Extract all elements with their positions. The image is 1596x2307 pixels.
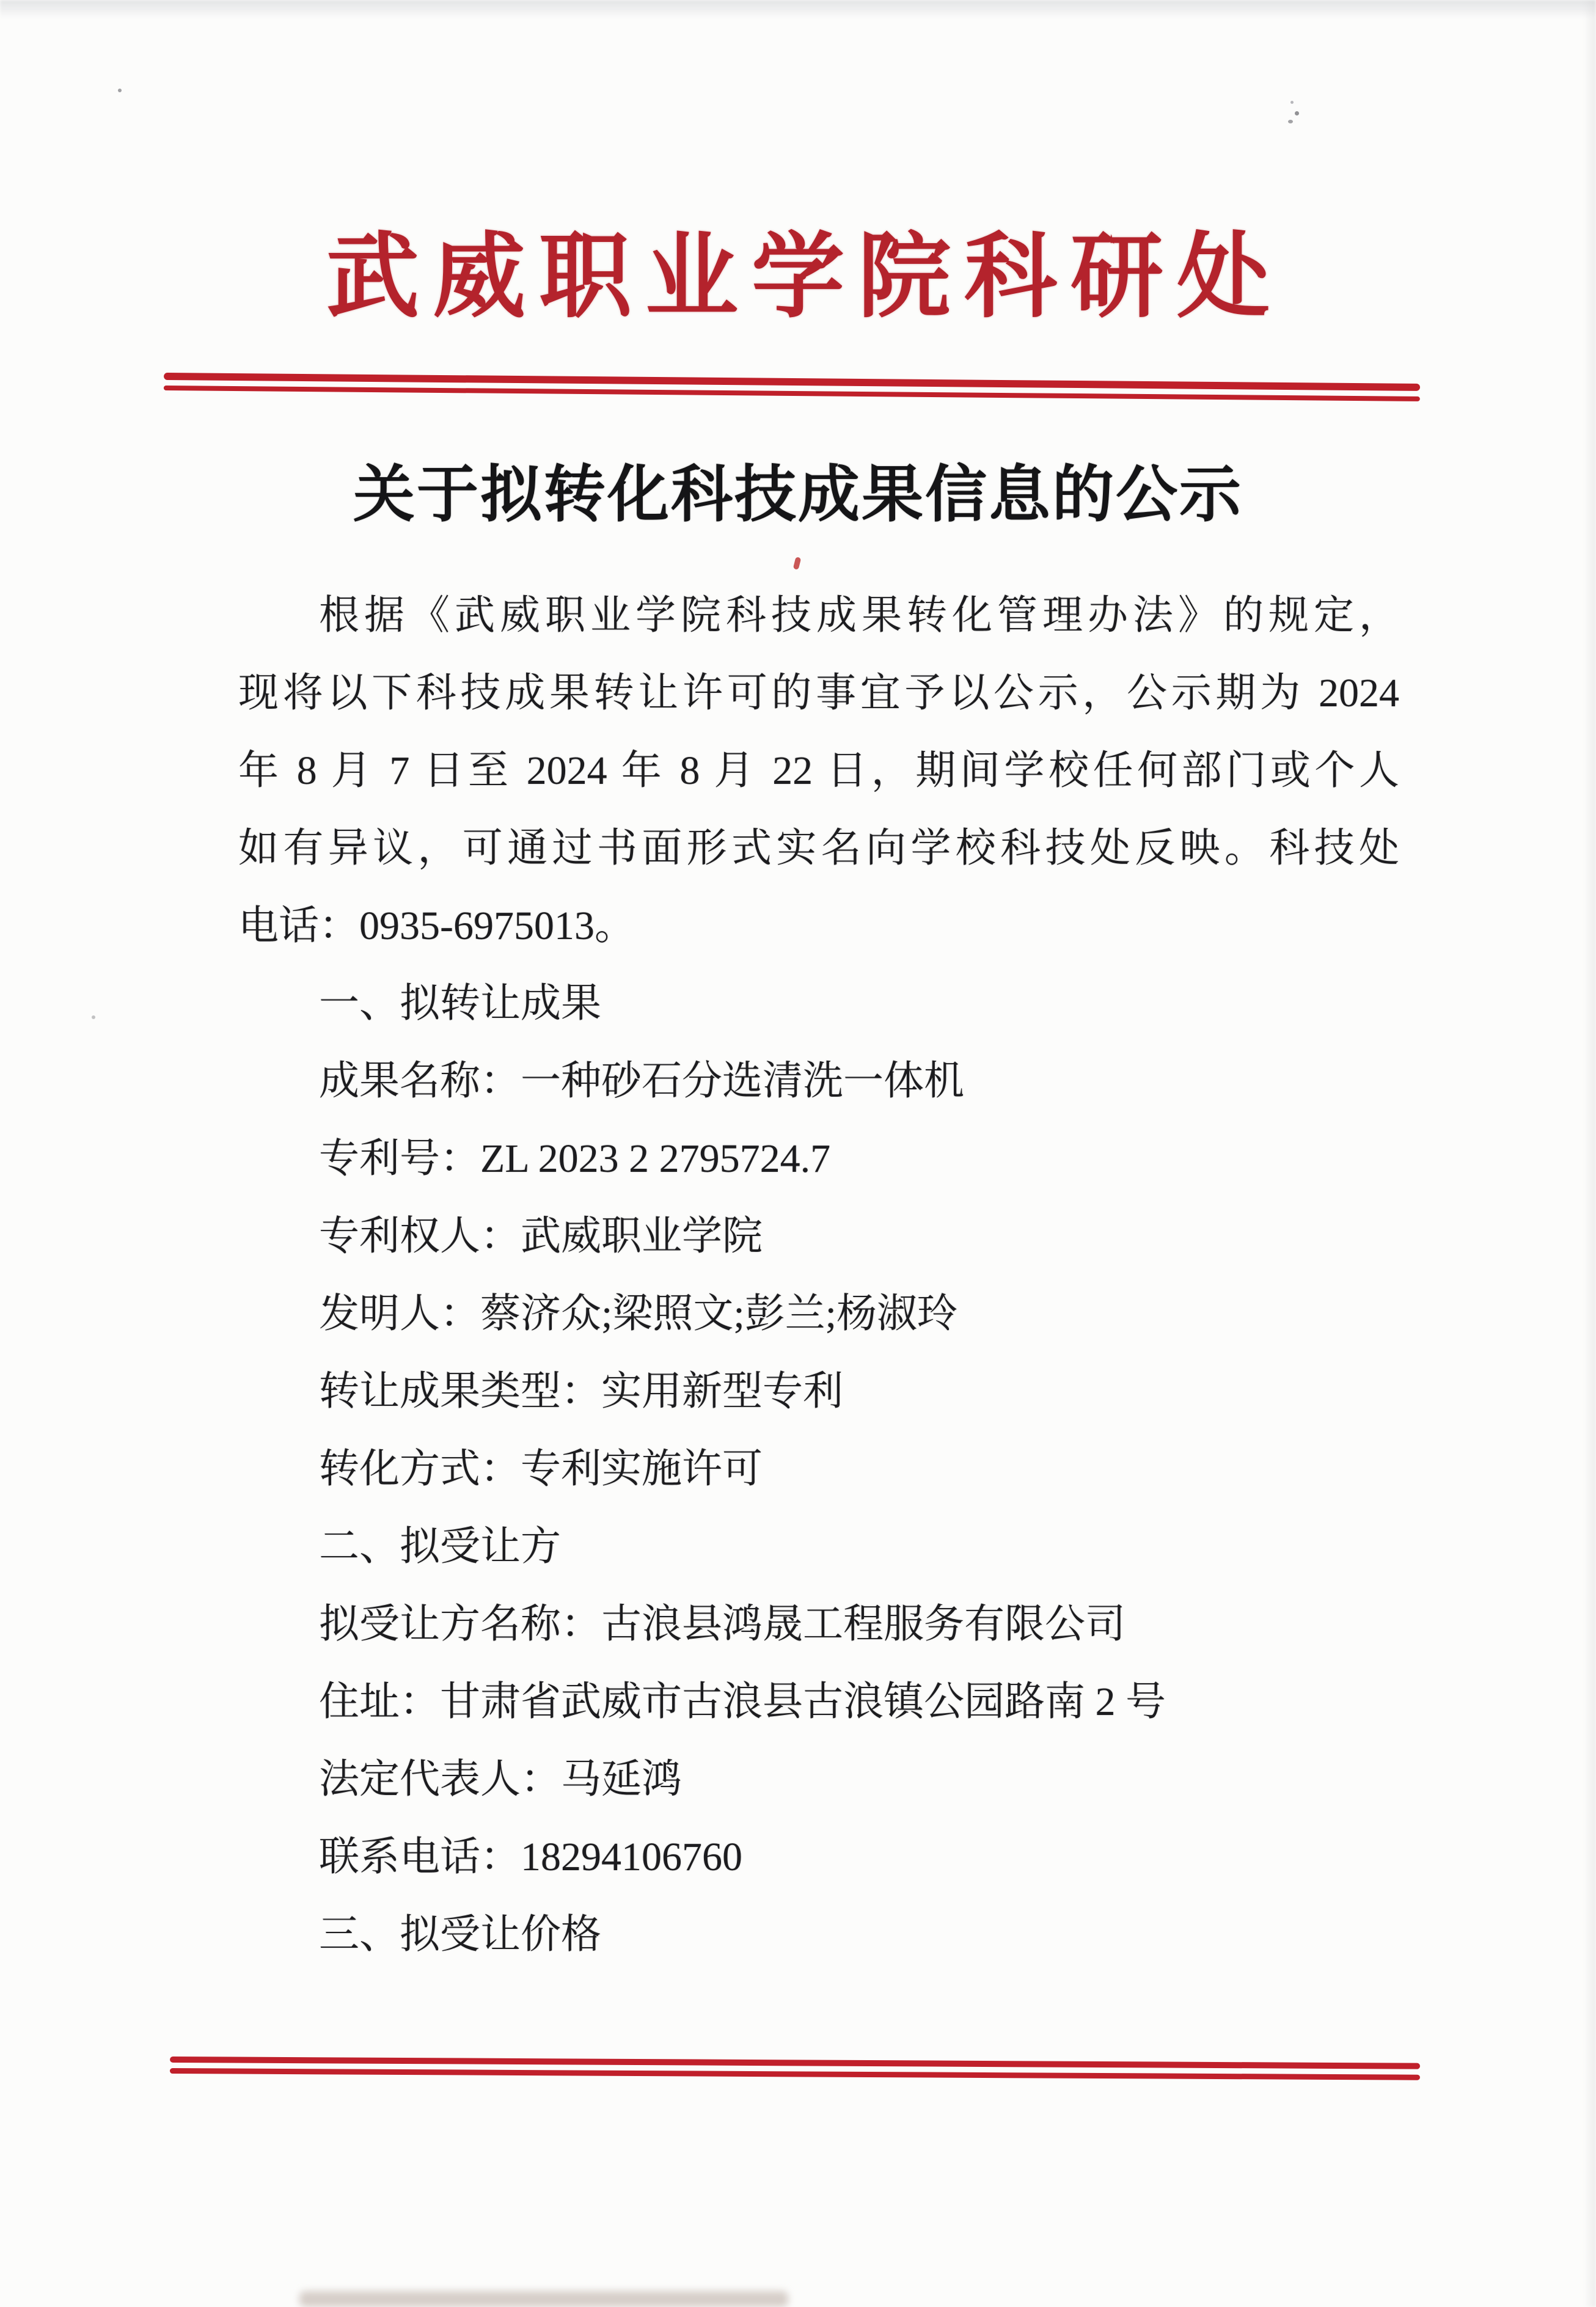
scan-speck — [1290, 101, 1294, 104]
scan-speck — [1295, 111, 1299, 115]
field-conversion-method: 转化方式：专利实施许可 — [319, 1447, 763, 1491]
intro-line-4: 如有异议，可通过书面形式实名向学校科技处反映。科技处 — [238, 826, 1399, 871]
section-3-heading: 三、拟受让价格 — [319, 1912, 601, 1957]
footer-double-rule — [170, 2057, 1420, 2080]
intro-line-2: 现将以下科技成果转让许可的事宜予以公示，公示期为 2024 — [238, 671, 1399, 715]
field-transferee-name: 拟受让方名称：古浪县鸿晟工程服务有限公司 — [319, 1602, 1126, 1647]
document-body — [238, 577, 1399, 1973]
scan-noise-top-edge — [0, 0, 1596, 18]
field-patentee: 专利权人：武威职业学院 — [319, 1214, 763, 1259]
footer-rule-lower-bar — [170, 2068, 1420, 2080]
field-patent-number: 专利号：ZL 2023 2 2795724.7 — [319, 1136, 831, 1181]
field-legal-representative: 法定代表人：马延鸿 — [319, 1757, 682, 1802]
field-achievement-name: 成果名称：一种砂石分选清洗一体机 — [319, 1059, 964, 1103]
field-contact-phone: 联系电话：18294106760 — [319, 1835, 742, 1879]
letterhead-title: 武威职业学院科研处 — [326, 226, 1283, 329]
field-transferee-address: 住址：甘肃省武威市古浪县古浪镇公园路南 2 号 — [319, 1680, 1166, 1724]
scan-speck — [92, 1015, 95, 1019]
red-ink-speck — [793, 557, 802, 570]
intro-line-1: 根据《武威职业学院科技成果转化管理办法》的规定， — [319, 593, 1399, 638]
section-1-heading: 一、拟转让成果 — [319, 981, 601, 1026]
scan-speck — [1288, 120, 1293, 123]
scan-speck — [118, 89, 122, 92]
section-2-heading: 二、拟受让方 — [319, 1524, 561, 1569]
document-title: 关于拟转化科技成果信息的公示 — [353, 461, 1243, 529]
intro-line-5-office-phone: 电话：0935-6975013。 — [238, 904, 635, 948]
footer-rule-upper-bar — [170, 2057, 1420, 2069]
page-bottom-bleedthrough-artifact — [299, 2291, 788, 2307]
letterhead-double-rule — [164, 373, 1420, 401]
intro-line-3: 年 8 月 7 日至 2024 年 8 月 22 日，期间学校任何部门或个人 — [238, 748, 1399, 793]
field-inventors: 发明人：蔡济众;梁照文;彭兰;杨淑玲 — [319, 1292, 958, 1336]
field-transfer-type: 转让成果类型：实用新型专利 — [319, 1369, 843, 1414]
scan-noise-right-edge — [1584, 0, 1596, 2307]
